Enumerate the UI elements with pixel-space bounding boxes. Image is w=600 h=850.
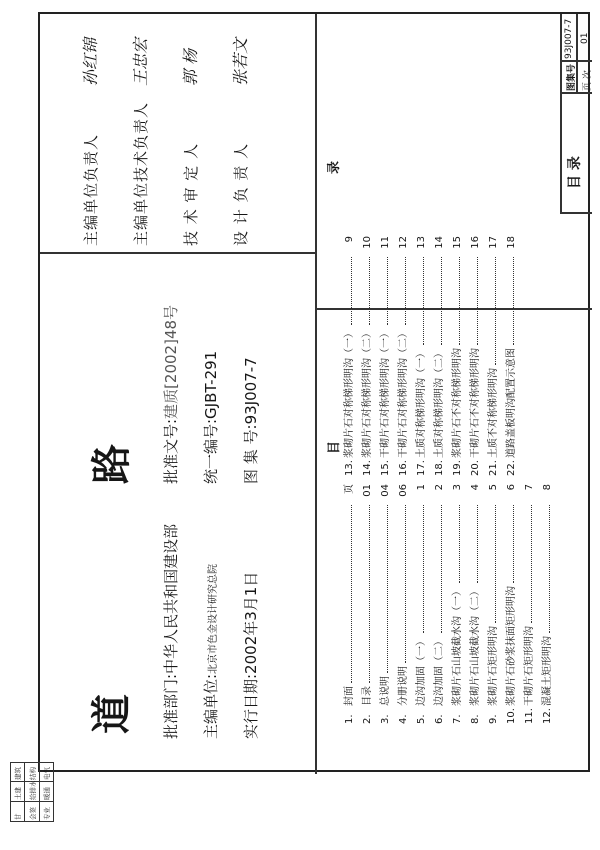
sign-stamp (10, 762, 54, 822)
effective-date: 实行日期:2002年3月1日 (242, 571, 260, 739)
editor-unit: 主编单位:北京市色金设计研究总院 (202, 563, 220, 739)
titleblock-atlas-value: 93J007-7 (564, 18, 574, 59)
titleblock-page-label: 页 次 (583, 70, 593, 91)
toc-item: 21. 土质不对称梯形明沟 17 (488, 236, 499, 476)
titleblock-atlas-label: 图集号 (567, 63, 577, 91)
signature-3: 郭 杨 (181, 48, 200, 86)
drawing-frame (38, 12, 593, 772)
responsible-role-3: 技 术 审 定 人 (182, 142, 200, 246)
stamp-cell: 结构 (29, 767, 37, 780)
toc-item: 4. 分册说明 06 (398, 484, 409, 724)
stamp-cell: 暖通 (43, 787, 51, 800)
toc-item: 14. 浆砌片石对称梯形明沟（二） 10 (362, 236, 373, 476)
toc-item: 22. 道路盖板明沟配置示意图 18 (506, 236, 517, 476)
approval-doc: 批准文号:建质[2002]48号 (162, 304, 180, 484)
titleblock-page-value: 01 (580, 32, 590, 44)
signature-4: 张若文 (231, 37, 250, 86)
toc-item: 10. 浆砌片石砂浆抹面矩形明沟 6 (506, 484, 517, 724)
stamp-cell: 专业 (43, 807, 51, 820)
divider-horizontal (315, 14, 317, 774)
rotated-sheet (40, 14, 592, 774)
unified-number: 统一编号:GJBT-291 (202, 350, 220, 484)
atlas-number: 图 集 号:93J007-7 (242, 357, 260, 484)
stamp-cell: 给排水 (29, 780, 37, 800)
responsible-role-1: 主编单位负责人 (82, 133, 100, 246)
titleblock-name: 目 录 (567, 156, 583, 189)
toc-item: 7. 浆砌片石山坡截水沟（一） 3 (452, 484, 463, 724)
toc-item: 18. 土质对称梯形明沟（二） 14 (434, 236, 445, 476)
responsible-role-4: 设 计 负 责 人 (232, 142, 250, 246)
responsible-role-2: 主编单位技术负责人 (132, 101, 150, 246)
toc-item: 11. 干砌片石矩形明沟 7 (524, 484, 535, 724)
signature-1: 孙红锦 (81, 37, 100, 86)
stamp-cell: 建筑 (14, 767, 22, 780)
toc-item: 8. 浆砌片石山坡截水沟（二） 4 (470, 484, 481, 724)
toc-item: 1. 封面 页 (344, 484, 355, 724)
title-char-1: 道 (88, 694, 135, 734)
toc-item: 19. 浆砌片石不对称梯形明沟 15 (452, 236, 463, 476)
stamp-cell: 会签 (29, 807, 37, 820)
toc-item: 12. 混凝土矩形明沟 8 (542, 484, 553, 724)
sign-stamp-grid (10, 762, 54, 822)
stamp-cell: 甘 (14, 813, 22, 820)
toc-item: 2. 目录 01 (362, 484, 373, 724)
toc-heading-right: 录 (327, 160, 342, 174)
toc-item: 6. 边沟加固（二） 2 (434, 484, 445, 724)
approval-dept: 批准部门:中华人民共和国建设部 (162, 523, 180, 739)
toc-item: 13. 浆砌片石对称梯形明沟（一） 9 (344, 236, 355, 476)
toc-item: 15. 干砌片石对称梯形明沟（一） 11 (380, 236, 391, 476)
toc-column-divider (40, 253, 315, 255)
title-char-2: 路 (88, 444, 135, 484)
toc-heading-left: 目 (327, 440, 342, 454)
toc-item: 5. 边沟加固（一） 1 (416, 484, 427, 724)
toc-item: 16. 干砌片石对称梯形明沟（二） 12 (398, 236, 409, 476)
toc-item: 17. 土质对称梯形明沟（一） 13 (416, 236, 427, 476)
toc-item: 20. 干砌片石不对称梯形明沟 16 (470, 236, 481, 476)
stamp-cell: 电气 (43, 767, 51, 780)
signature-2: 王忠宏 (131, 37, 150, 86)
toc-item: 3. 总说明 04 (380, 484, 391, 724)
stamp-cell: 土建 (14, 787, 22, 800)
toc-item: 9. 浆砌片石矩形明沟 5 (488, 484, 499, 724)
